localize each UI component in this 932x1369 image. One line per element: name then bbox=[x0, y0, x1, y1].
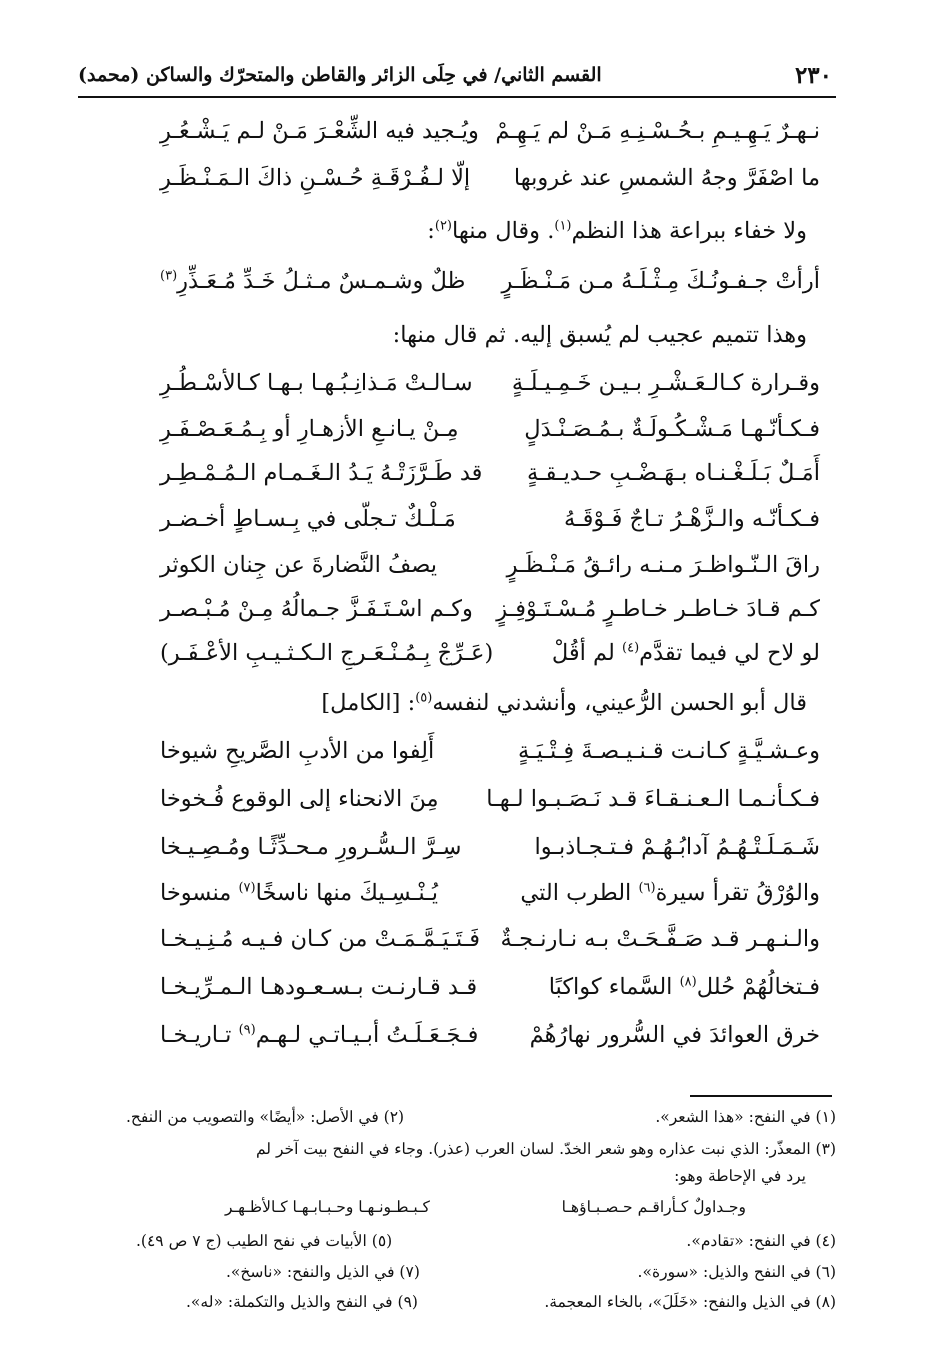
verse-hemistich-second: وكـم اسْـتَـفَـزَّ جـمالُهُ مِـنْ مُـبْـصـر bbox=[160, 596, 473, 622]
footnote-marker: (٣) bbox=[160, 268, 178, 284]
verse-hemistich-first: أرأتْ جـفـونُـكَ مِـثْـلَـهُ مـن مَـنْـظَـرٍ bbox=[501, 268, 820, 294]
footnote-marker: (٦) bbox=[638, 880, 656, 896]
footnote-marker: (٨) bbox=[679, 974, 697, 990]
footnote-marker: (٤) bbox=[622, 640, 640, 656]
verse-hemistich-first: كـم قـادَ خـاطـر خـاطـرٍ مُـسْـتَـوْفِـزٍ bbox=[496, 596, 820, 622]
verse-hemistich-first: خرق العوائدَ في السُّرور نهارُهُمْ bbox=[529, 1022, 820, 1048]
verse-hemistich-first: وعـشـيَّـةٍ كـانـت قـنـيـصـةَ فِـتْـيَـةٍ bbox=[517, 738, 820, 764]
page-number: ٢٣٠ bbox=[794, 62, 832, 89]
verse-hemistich-second: يُـنْـسِـيكَ منها ناسخًا$^{(٧)}$ منسوخا bbox=[160, 880, 438, 906]
verse-hemistich-first: نـهـرٌ يَـهِـيـمِ بـحُـسْـنِـهِ مَـنْ لم يَـهِـمْ bbox=[495, 118, 820, 144]
verse-hemistich-second: مِـنْ يـانـعِ الأزهـارِ أو بِـمُـعَـصْـفَـرِ bbox=[160, 416, 459, 442]
verse-hemistich-first: وقـرارة كـالـعَـشْـرِ بـيـن خَـمِـيـلَـةٍ bbox=[511, 370, 820, 396]
footnote-1: (١) في النفح: «هذا الشعر». bbox=[655, 1108, 836, 1126]
verse-hemistich-first: فـتخالُهُمْ حُلل$^{(٨)}$ السَّماء كواكبًا bbox=[548, 974, 820, 1000]
verse-hemistich-first: شَـمَـلَـتْـهُـمُ آدابُـهُـمْ فـتـجـاذبـوا bbox=[534, 834, 820, 860]
verse-hemistich-second: مِنَ الانحناء إلى الوقوع فُـخوخا bbox=[160, 786, 439, 812]
verse-hemistich-second: قـد قـارنـت بـسـعـودهـا الـمـرِّيـخـا bbox=[160, 974, 478, 1000]
prose-paragraph: قال أبو الحسن الرُّعيني، وأنشدني لنفسه$^{(٥)}$: [الكامل] bbox=[321, 690, 807, 716]
footnote-marker: (٩) bbox=[238, 1022, 256, 1038]
verse-hemistich-second: فـجَـعَـلَـتُ أبـيـاتـي لـهـم$^{(٩)}$ تـاريـخـا bbox=[160, 1022, 479, 1048]
page-header bbox=[78, 62, 836, 98]
footnote-3: (٣) المعذّر: الذي نبت عذاره وهو شعر الخدّ. لسان العرب (عذر). وجاء في النفح بيت آخر لم bbox=[255, 1140, 836, 1158]
footnote-3-continued: يرد في الإحاطة وهو: bbox=[674, 1167, 806, 1185]
verse-hemistich-first: والوُرْقُ تقرأ سيرة$^{(٦)}$ الطرب التي bbox=[520, 880, 820, 906]
verse-hemistich-second: ظلٌ وشـمـسٌ مـثـلُ خَـدِّ مُـعَـذِّرِ$^{(٣)}$ bbox=[160, 268, 466, 294]
footnote-separator bbox=[690, 1095, 832, 1097]
footnote-8: (٨) في الذيل والنفح: «خَلَلَ»، بالخاء المعجمة. bbox=[544, 1293, 836, 1311]
footnote-marker: (٥) bbox=[415, 690, 433, 706]
verse-hemistich-second: (عَـرِّجْ بِـمُـنْـعَـرجِ الـكـثـيـبِ الأعْـفَـر) bbox=[160, 640, 494, 666]
verse-hemistich-first: لو لاح لي فيما تقدَّم$^{(٤)}$ لم أقُلْ bbox=[551, 640, 820, 666]
prose-paragraph: ولا خفاء ببراعة هذا النظم$^{(١)}$. وقال منها$^{(٢)}$: bbox=[427, 218, 807, 244]
verse-hemistich-first: راقَ الـنّـواظـرَ مـنـه رائـقُ مَـنْـظَـرٍ bbox=[506, 552, 820, 578]
verse-hemistich-first: فـكـأنـمـا الـعـنـقـاءَ قـد نَـصَـبـوا لـهـا bbox=[486, 786, 820, 812]
running-title: القسم الثاني/ في حِلَى الزائر والقاطن والمتحرّك والساكن (محمد) bbox=[78, 64, 602, 86]
verse-hemistich-first: فـكـأنّـه والـزَّهْـرُ تـاجٌ فَـوْقَـهُ bbox=[563, 506, 820, 532]
verse-hemistich-second: يصفُ النَّضارةَ عن جِنان الكوثر bbox=[160, 552, 438, 578]
verse-hemistich-first: ما اصْفَرَّ وجهُ الشمسِ عند غروبها bbox=[513, 165, 820, 191]
footnote-5: (٥) الأبيات في نفح الطيب (ج ٧ ص ٤٩). bbox=[136, 1232, 393, 1250]
footnote-marker: (٧) bbox=[238, 880, 256, 896]
prose-paragraph: وهذا تتميم عجيب لم يُسبق إليه. ثم قال منها: bbox=[392, 322, 807, 348]
footnote-2: (٢) في الأصل: «أيضًا» والتصويب من النفح. bbox=[126, 1108, 405, 1126]
footnote-4: (٤) في النفح: «تقادم». bbox=[686, 1232, 836, 1250]
verse-hemistich-second: إلّا لـفُـرْقَـةِ حُـسْـنِ ذاكَ الـمَـنْـظَـرِ bbox=[160, 165, 471, 191]
verse-hemistich-second: أَلِفوا من الأدبِ الصَّريحِ شيوخا bbox=[160, 738, 435, 764]
verse-hemistich-second: قد طَـرَّزَتْـهُ يَـدُ الـغَـمـام الـمُـمْـطِـر bbox=[160, 460, 483, 486]
verse-hemistich-first: والـنـهـر قـد صَـفَّـحَـتْ بـه نـارنـجـةٌ bbox=[500, 926, 820, 952]
verse-hemistich-first: أَمَـلٌ بَـلَـغْـنـاه بـهَـضْـبِ حـديـقـةٍ bbox=[527, 460, 820, 486]
verse-hemistich-second: سـالـتْ مَـذانِـبُـهـا بـهـا كـالأسْـطُـرِ bbox=[160, 370, 473, 396]
verse-hemistich-second: سِـرَّ الـسُّـرورِ مـحـدِّثًـا ومُـصِـيـخا bbox=[160, 834, 462, 860]
footnote-marker: (١) bbox=[554, 218, 572, 234]
footnote-3-verse-first: وجـداولٌ كـأراقـم حـصـبـاؤهـا bbox=[561, 1198, 746, 1216]
verse-hemistich-second: ويُـجيد فيه الشِّعْـرَ مَـنْ لـم يَـشْـعُـرِ bbox=[160, 118, 479, 144]
footnote-6: (٦) في النفح والذيل: «سورة». bbox=[637, 1263, 836, 1281]
footnote-3-verse-second: كـبـطـونـهـا وحـبـابـهـا كـالأظـهـر bbox=[225, 1198, 430, 1216]
verse-hemistich-first: فـكـأنّـهـا مَـشْـكُـولَـةٌ بـمُـصَـنْـدَلٍ bbox=[524, 416, 820, 442]
footnote-marker: (٢) bbox=[434, 218, 452, 234]
footnote-7: (٧) في الذيل والنفح: «ناسخ». bbox=[226, 1263, 420, 1281]
verse-hemistich-second: مَـلْـكٌ تـجلّى في بِـسـاطٍ أخـضـر bbox=[160, 506, 456, 532]
verse-hemistich-second: فَـتَـيَـمَّـمَـتْ من كـان فـيـه مُـنِـيـخـا bbox=[160, 926, 481, 952]
footnote-9: (٩) في النفح والذيل والتكملة: «له». bbox=[186, 1293, 418, 1311]
